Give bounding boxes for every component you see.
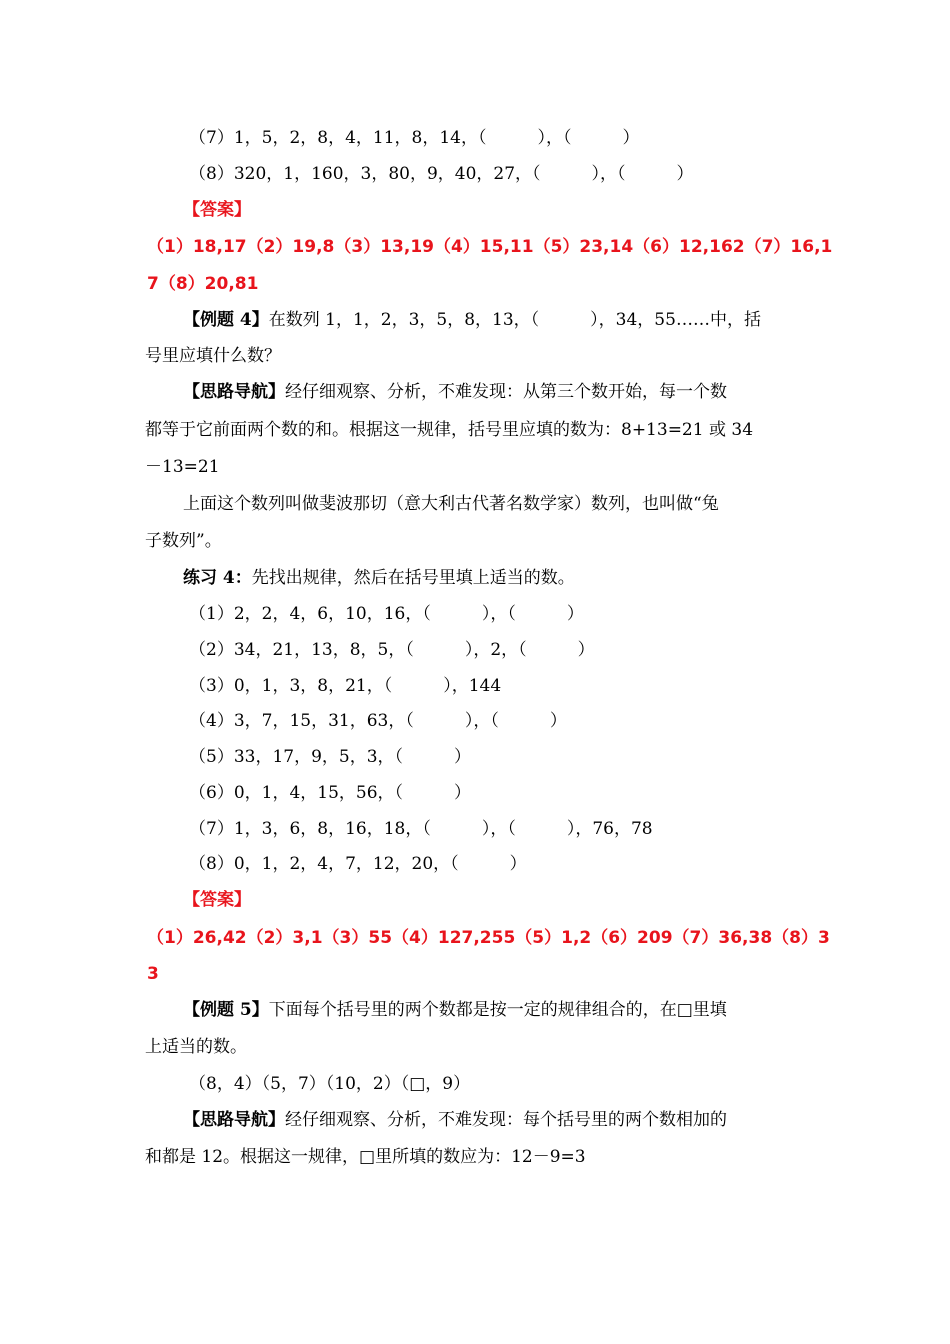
solution-hint-paragraph bbox=[183, 380, 727, 404]
solution-hint-text-continued: 都等于它前面两个数的和。根据这一规律，括号里应填的数为：8+13=21 或 34 bbox=[145, 420, 754, 440]
example-4-text: 在数列 1，1，2，3，5，8，13，（ ），34，55……中，括 bbox=[268, 310, 761, 330]
exercise-item-8: （8）320，1，160，3，80，9，40，27，（ ），（ ） bbox=[189, 164, 694, 184]
example-5-pairs: （8，4）（5，7）（10，2）（□，9） bbox=[189, 1074, 471, 1094]
solution-hint-2-text: 经仔细观察、分析，不难发现：每个括号里的两个数相加的 bbox=[285, 1110, 727, 1130]
answer-heading: 【答案】 bbox=[183, 200, 251, 220]
fibonacci-note-continued: 子数列”。 bbox=[145, 531, 222, 551]
answer-text-2-continued: 3 bbox=[147, 964, 159, 984]
solution-hint-2-paragraph bbox=[183, 1108, 727, 1132]
practice-item-8: （8）0，1，2，4，7，12，20，（ ） bbox=[189, 854, 527, 874]
example-4-text-continued: 号里应填什么数？ bbox=[145, 346, 281, 366]
solution-hint-2-text-continued: 和都是 12。根据这一规律，□里所填的数应为：12－9=3 bbox=[145, 1147, 586, 1167]
solution-hint-2-label: 【思路导航】 bbox=[183, 1110, 285, 1130]
practice-item-1: （1）2，2，4，6，10，16，（ ），（ ） bbox=[189, 604, 584, 624]
practice-4-label: 练习 4： bbox=[183, 568, 252, 588]
exercise-item-7: （7）1，5，2，8，4，11，8，14，（ ），（ ） bbox=[189, 128, 640, 148]
practice-item-6: （6）0，1，4，15，56，（ ） bbox=[189, 783, 472, 803]
practice-4-heading bbox=[183, 566, 575, 590]
example-5-paragraph bbox=[183, 998, 727, 1022]
example-5-label: 【例题 5】 bbox=[183, 1000, 269, 1020]
answer-text: （1）18,17（2）19,8（3）13,19（4）15,11（5）23,14（6）12,162（7）16,1 bbox=[147, 237, 833, 257]
answer-text-continued: 7（8）20,81 bbox=[147, 274, 259, 294]
practice-item-5: （5）33，17，9，5，3，（ ） bbox=[189, 747, 472, 767]
example-5-text-continued: 上适当的数。 bbox=[145, 1037, 247, 1057]
practice-item-4: （4）3，7，15，31，63，（ ），（ ） bbox=[189, 711, 567, 731]
fibonacci-note: 上面这个数列叫做斐波那切（意大利古代著名数学家）数列，也叫做“兔 bbox=[183, 494, 719, 514]
example-4-paragraph bbox=[183, 308, 761, 332]
practice-item-3: （3）0，1，3，8，21，（ ），144 bbox=[189, 676, 502, 696]
practice-item-7: （7）1，3，6，8，16，18，（ ），（ ），76，78 bbox=[189, 819, 653, 839]
solution-hint-text: 经仔细观察、分析，不难发现：从第三个数开始，每一个数 bbox=[285, 382, 727, 402]
practice-item-2: （2）34，21，13，8，5，（ ），2，（ ） bbox=[189, 640, 595, 660]
practice-4-instruction: 先找出规律，然后在括号里填上适当的数。 bbox=[251, 568, 575, 588]
answer-heading-2: 【答案】 bbox=[183, 890, 251, 910]
solution-hint-label: 【思路导航】 bbox=[183, 382, 285, 402]
solution-hint-text-end: －13=21 bbox=[145, 457, 220, 477]
answer-text-2: （1）26,42（2）3,1（3）55（4）127,255（5）1,2（6）209（7）36,38（8）3 bbox=[147, 928, 830, 948]
example-5-text: 下面每个括号里的两个数都是按一定的规律组合的，在□里填 bbox=[268, 1000, 727, 1020]
example-4-label: 【例题 4】 bbox=[183, 310, 269, 330]
